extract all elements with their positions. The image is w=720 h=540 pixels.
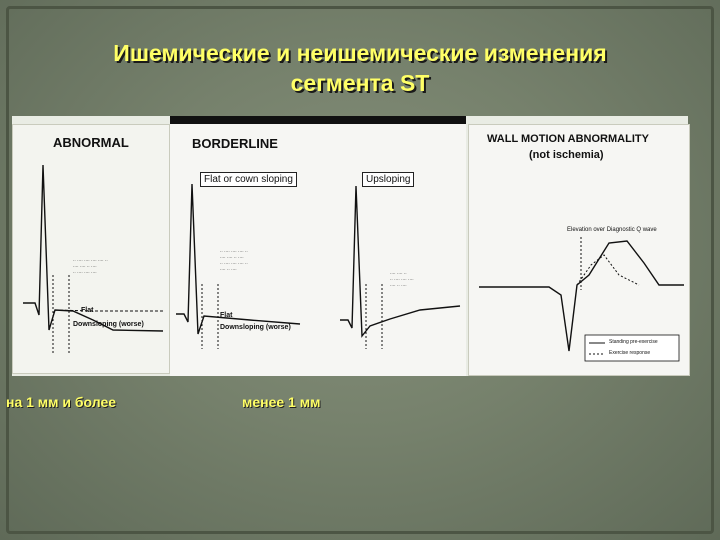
title-line-2: сегмента ST bbox=[290, 70, 430, 96]
abnormal-down-label: Downsloping (worse) bbox=[73, 321, 144, 328]
borderline-notes: .. .... .... .... .. .... .... .. .... .. .... .... .... .. .... .. .... bbox=[220, 248, 248, 272]
abnormal-notes: .. .... .... .... .... .. .... .... .. .... .. .... .... .... bbox=[73, 257, 108, 275]
abnormal-ecg-trace bbox=[13, 125, 169, 373]
borderline-down-label: Downsloping (worse) bbox=[220, 324, 291, 331]
wall-title-line1: WALL MOTION ABNORMALITY bbox=[487, 133, 649, 145]
legend-standing: Standing pre-exercise bbox=[609, 339, 658, 345]
title-line-1: Ишемические и неишемические изменения bbox=[113, 40, 607, 66]
upsloping-notes: .... .... .. .. .... .... .... .... .. .... bbox=[390, 270, 414, 288]
caption-left: на 1 мм и более bbox=[6, 394, 117, 410]
legend-exercise: Exercise response bbox=[609, 350, 651, 356]
abnormal-title: ABNORMAL bbox=[53, 135, 129, 150]
wall-motion-panel bbox=[468, 124, 690, 376]
wall-motion-ecg-trace bbox=[469, 125, 689, 375]
flat-downsloping-box: Flat or cown sloping bbox=[200, 172, 297, 187]
abnormal-panel bbox=[12, 124, 170, 374]
slide-title bbox=[0, 38, 720, 98]
wall-title-line2: (not ischemia) bbox=[529, 149, 604, 161]
upsloping-box: Upsloping bbox=[362, 172, 414, 187]
borderline-title: BORDERLINE bbox=[192, 136, 278, 151]
elevation-label: Elevation over Diagnostic Q wave bbox=[567, 227, 657, 233]
abnormal-flat-label: Flat bbox=[81, 307, 94, 314]
caption-right: менее 1 мм bbox=[242, 394, 321, 410]
borderline-panel bbox=[170, 116, 466, 376]
borderline-flat-label: Flat bbox=[220, 312, 233, 319]
